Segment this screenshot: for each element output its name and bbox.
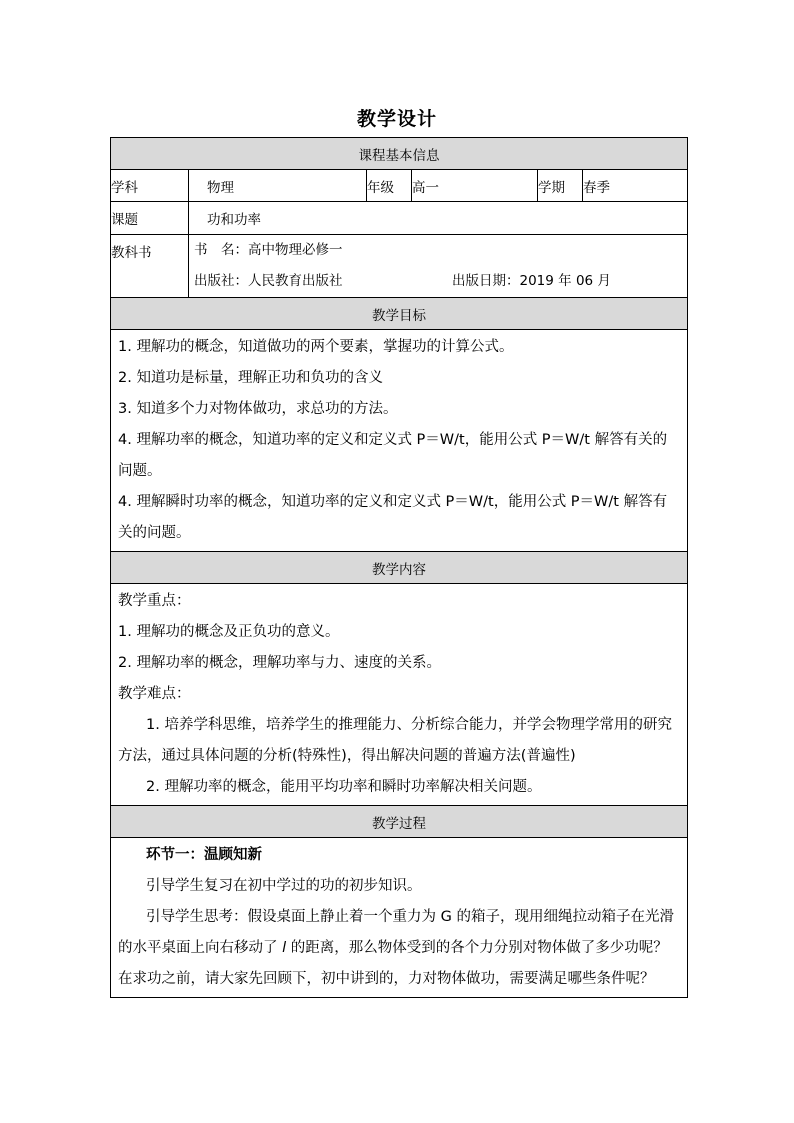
process-paragraph: 引导学生复习在初中学过的功的初步知识。 [146,878,422,894]
topic-label: 课题 [111,202,189,235]
objectives-header: 教学目标 [111,298,688,330]
difficulty-item: 2. 理解功率的概念，能用平均功率和瞬时功率解决相关问题。 [146,779,542,795]
publication-date: 出版日期：2019 年 06 月 [452,273,611,289]
topic-value: 功和功率 [189,202,688,235]
distance-variable: l [282,940,287,956]
subject-label: 学科 [111,170,189,202]
section-heading: 环节一：温顾知新 [146,847,262,863]
difficulty-label: 教学难点： [118,686,191,702]
subject-value: 物理 [189,170,367,202]
process-block [111,838,687,997]
difficulty-item: 1. 培养学科思维，培养学生的推理能力、分析综合能力，并学会物理学常用的研究方法，通过具体问题的分析(特殊性)，得出解决问题的普遍方法(普遍性) [118,717,672,764]
key-points-label: 教学重点： [118,593,191,609]
basic-info-header: 课程基本信息 [111,138,688,170]
objective-item: 4. 理解瞬时功率的概念，知道功率的定义和定义式 P＝W/t，能用公式 P＝W/t 解答有关的问题。 [118,494,668,541]
term-label: 学期 [538,170,583,202]
paragraph-text-part: 的距离，那么物体受到的各个力分别对物体做了多少功呢？在求功之前，请大家先回顾下，初中讲到的，力对物体做功，需要满足哪些条件呢？ [118,940,668,987]
objective-item: 4. 理解功率的概念，知道功率的定义和定义式 P＝W/t，能用公式 P＝W/t 解答有关的问题。 [118,432,668,479]
key-point-item: 1. 理解功的概念及正负功的意义。 [118,624,340,640]
process-header: 教学过程 [111,806,688,838]
process-paragraph [118,902,680,995]
lesson-plan-table [110,137,688,998]
objective-item: 3. 知道多个力对物体做功，求总功的方法。 [118,401,398,417]
objectives-list [111,330,687,551]
content-header: 教学内容 [111,552,688,584]
objective-item: 2. 知道功是标量，理解正功和负功的含义 [118,370,383,386]
objective-item: 1. 理解功的概念，知道做功的两个要素，掌握功的计算公式。 [118,339,514,355]
page-title: 教学设计 [356,108,437,130]
key-point-item: 2. 理解功率的概念，理解功率与力、速度的关系。 [118,655,441,671]
grade-label: 年级 [367,170,412,202]
book-name: 书 名：高中物理必修一 [194,242,343,258]
term-value: 春季 [583,170,688,202]
publisher: 出版社：人民教育出版社 [194,273,343,289]
content-block [111,584,687,805]
paragraph-text-part: 引导学生思考：假设桌面上静止着一个重力为 G 的箱子，现用细绳拉动箱子在光滑的水平桌面上向右移动了 [118,909,674,956]
textbook-label: 教科书 [111,235,189,298]
grade-value: 高一 [412,170,538,202]
